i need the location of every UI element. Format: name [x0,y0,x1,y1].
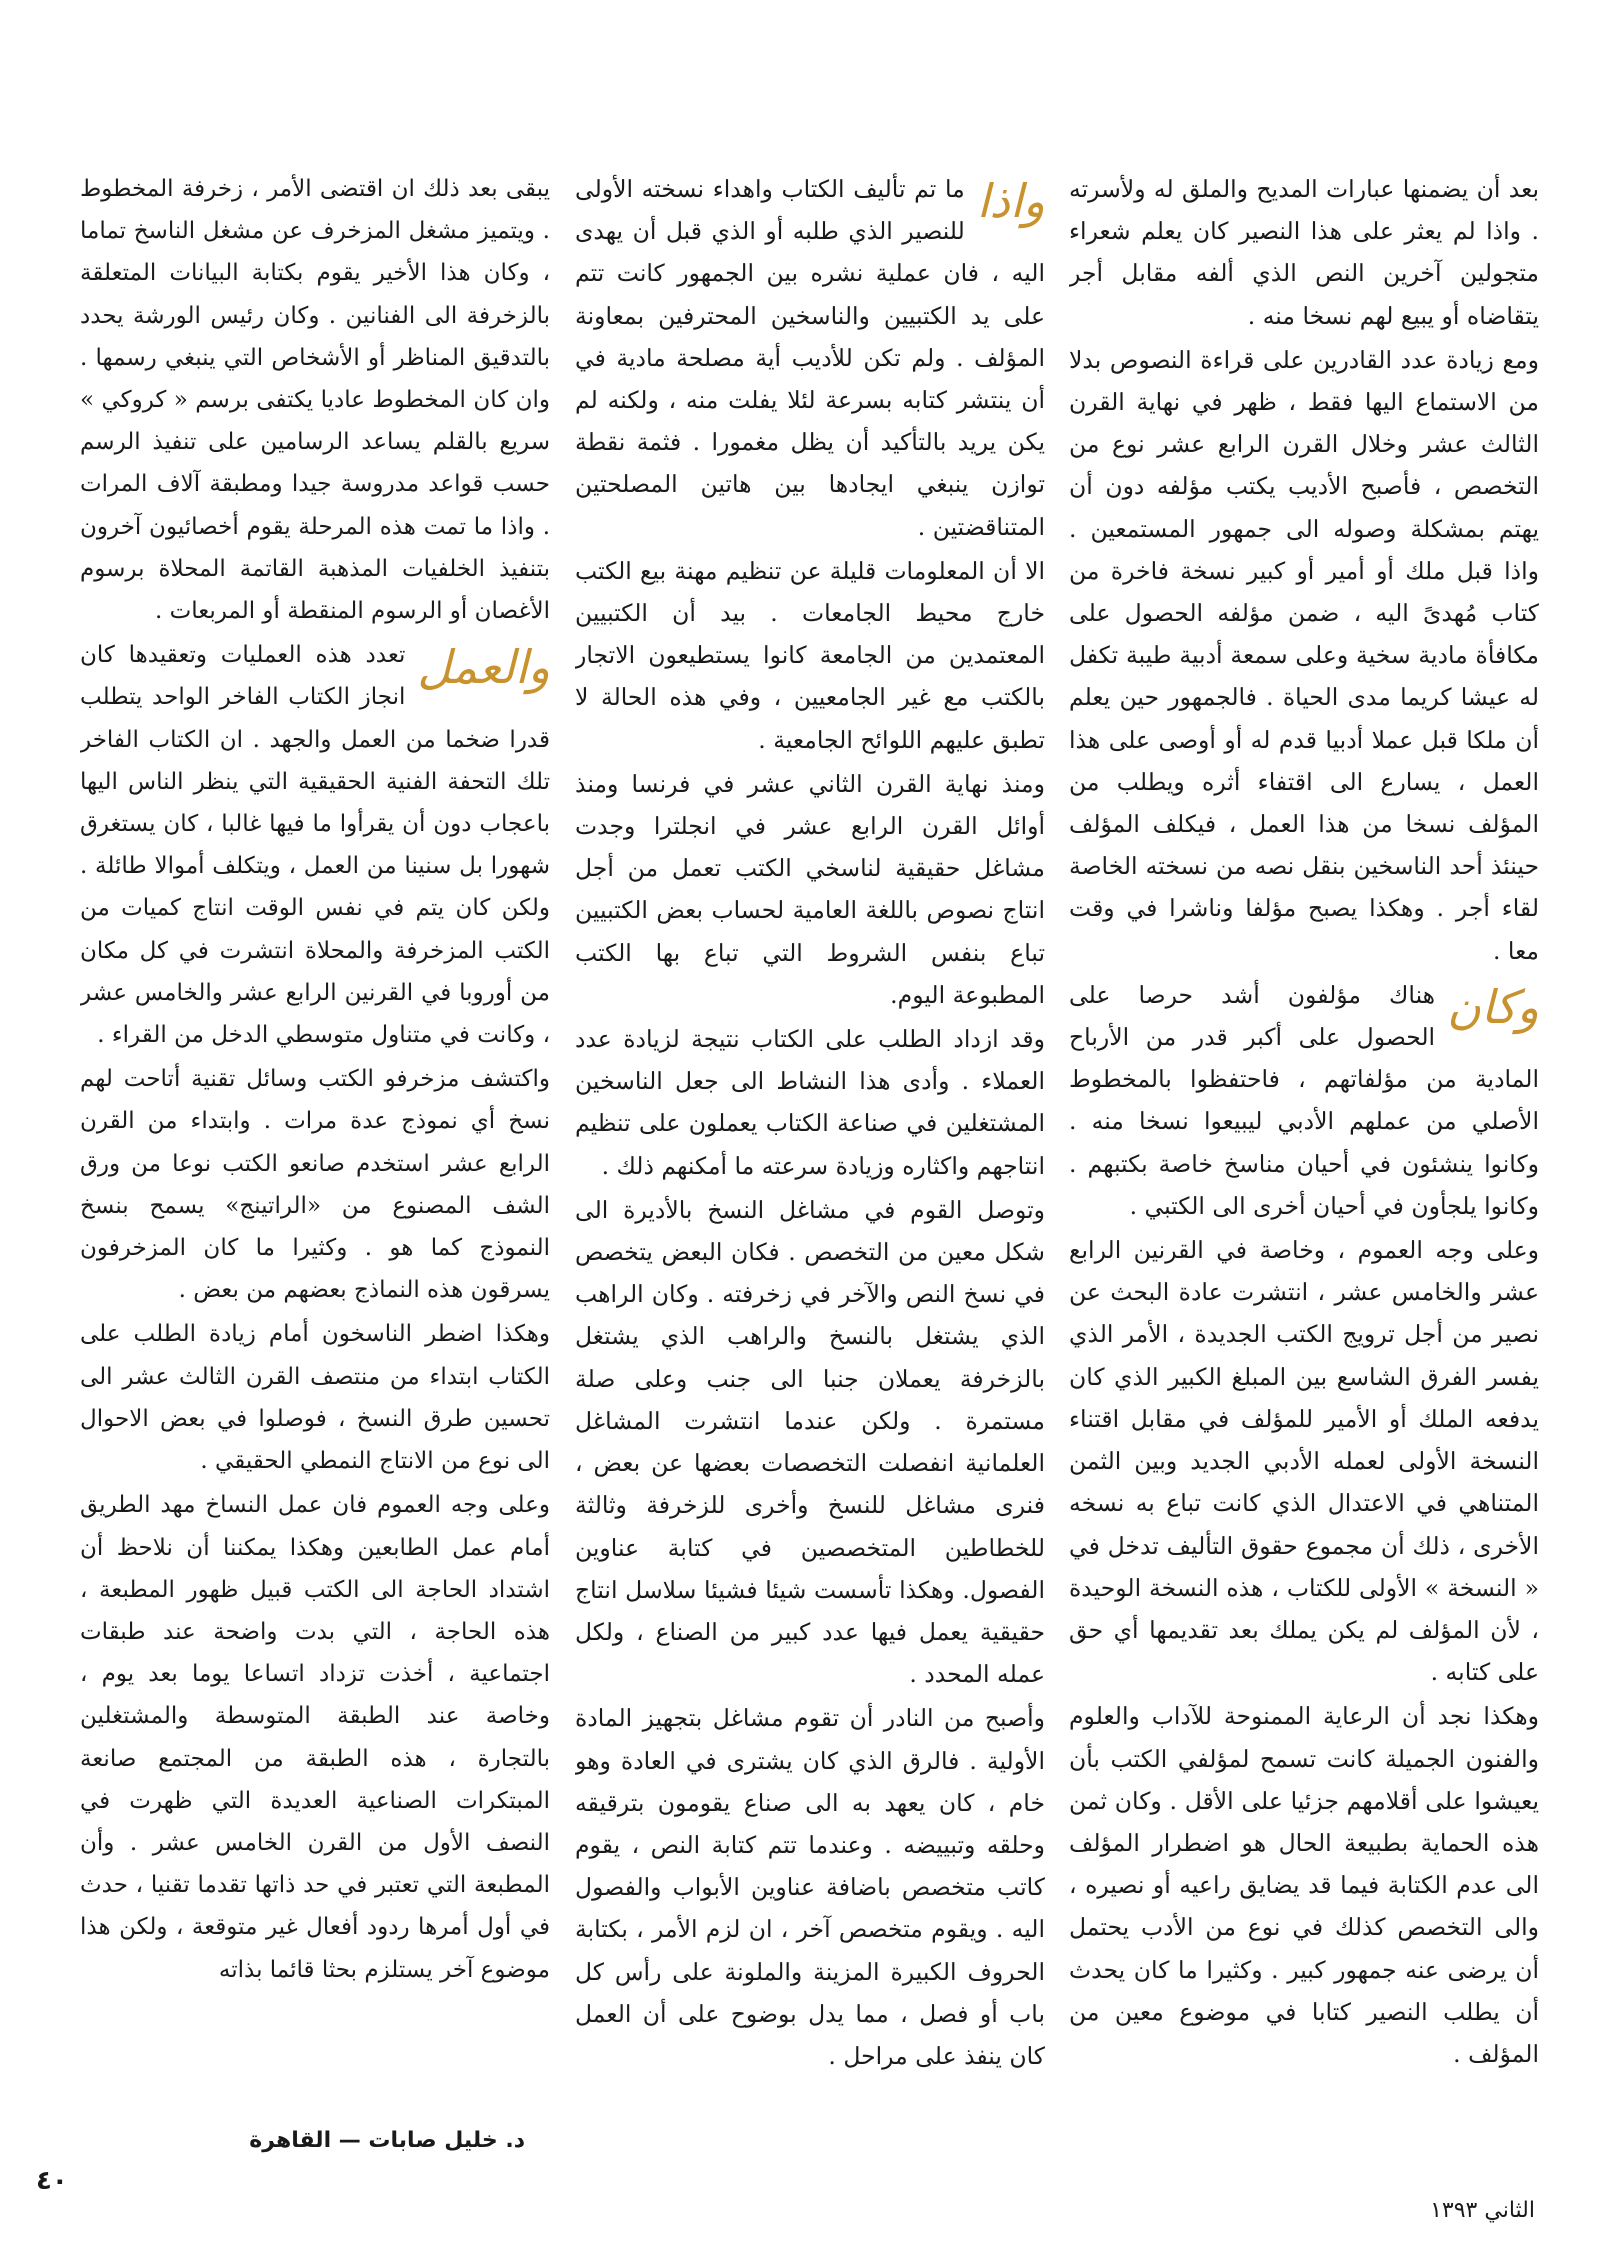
article-column-left [80,168,550,2128]
paragraph: وهكذا نجد أن الرعاية الممنوحة للآداب والعلوم والفنون الجميلة كانت تسمح لمؤلفي الكتب بأن يعيشوا على أقلامهم جزئيا على الأقل . وكان ثمن هذه الحماية بطبيعة الحال هو اضطرار المؤلف الى عدم الكتابة فيما قد يضايق راعيه أو نصيره ، والى التخصص كذلك في نوع من الأدب يحتمل أن يرضى عنه جمهور كبير . وكثيرا ما كان يحدث أن يطلب النصير كتابا في موضوع معين من المؤلف . [1069,1702,1539,2068]
decorative-initial-word: وكان [1447,979,1539,1034]
paragraph: وهكذا اضطر الناسخون أمام زيادة الطلب على الكتاب ابتداء من منتصف القرن الثالث عشر الى تحسين طرق النسخ ، فوصلوا في بعض الاحوال الى نوع من الانتاج النمطي الحقيقي . [80,1321,550,1475]
paragraph: بعد أن يضمنها عبارات المديح والملق له ولأسرته . واذا لم يعثر على هذا النصير كان يعلم شعراء متجولين آخرين النص الذي ألفه مقابل أجر يتقاضاه أو يبيع لهم نسخا منه . [1069,175,1539,330]
article-column-right [1069,168,1539,2128]
paragraph-with-initial [575,168,1045,548]
decorative-initial-word: والعمل [417,640,550,695]
issue-label: الثاني ١٣٩٣ [1430,2198,1535,2223]
paragraph: وأصبح من النادر أن تقوم مشاغل بتجهيز المادة الأولية . فالرق الذي كان يشترى في العادة وهو خام ، كان يعهد به الى صناع يقومون بترقيقه وحلقه وتبييضه . وعندما تتم كتابة النص ، يقوم كاتب متخصص باضافة عناوين الأبواب والفصول اليه . ويقوم متخصص آخر ، ان لزم الأمر ، بكتابة الحروف الكبيرة المزينة والملونة على رأس كل باب أو فصل ، مما يدل بوضوح على أن العمل كان ينفذ على مراحل . [575,1704,1045,2070]
paragraph: وتوصل القوم في مشاغل النسخ بالأديرة الى شكل معين من التخصص . فكان البعض يتخصص في نسخ النص والآخر في زخرفته . وكان الراهب الذي يشتغل بالنسخ والراهب الذي يشتغل بالزخرفة يعملان جنبا الى جنب وعلى صلة مستمرة . ولكن عندما انتشرت المشاغل العلمانية انفصلت التخصصات بعضها عن بعض ، فنرى مشاغل للنسخ وأخرى للزخرفة وثالثة للخطاطين المتخصصين في كتابة عناوين الفصول. وهكذا تأسست شيئا فشيئا سلاسل انتاج حقيقية يعمل فيها عدد كبير من الصناع ، ولكل عمله المحدد . [575,1195,1045,1689]
article-column-middle [575,168,1045,2128]
paragraph: وعلى وجه العموم ، وخاصة في القرنين الرابع عشر والخامس عشر ، انتشرت عادة البحث عن نصير من أجل ترويج الكتب الجديدة ، الأمر الذي يفسر الفرق الشاسع بين المبلغ الكبير الذي كان يدفعه الملك أو الأمير للمؤلف في مقابل اقتناء النسخة الأولى لعمله الأدبي الجديد وبين الثمن المتناهي في الاعتدال الذي كانت تباع به نسخه الأخرى ، ذلك أن مجموع حقوق التأليف تدخل في « النسخة » الأولى للكتاب ، هذه النسخة الوحيدة ، لأن المؤلف لم يكن يملك بعد تقديمها أي حق على كتابه . [1069,1236,1539,1687]
paragraph: يبقى بعد ذلك ان اقتضى الأمر ، زخرفة المخطوط . ويتميز مشغل المزخرف عن مشغل الناسخ تماما ، وكان هذا الأخير يقوم بكتابة البيانات المتعلقة بالزخرفة الى الفنانين . وكان رئيس الورشة يحدد بالتدقيق المناظر أو الأشخاص التي ينبغي رسمها . وان كان المخطوط عاديا يكتفى برسم « كروكي » سريع بالقلم يساعد الرسامين على تنفيذ الرسم حسب قواعد مدروسة جيدا ومطبقة آلاف المرات . واذا ما تمت هذه المرحلة يقوم أخصائيون آخرون بتنفيذ الخلفيات المذهبة القاتمة المحلاة برسوم الأغصان أو الرسوم المنقطة أو المربعات . [80,176,550,625]
paragraph: وعلى وجه العموم فان عمل النساخ مهد الطريق أمام عمل الطابعين وهكذا يمكننا أن نلاحظ أن اشتداد الحاجة الى الكتب قبيل ظهور المطبعة ، هذه الحاجة ، التي بدت واضحة عند طبقات اجتماعية ، أخذت تزداد اتساعا يوما بعد يوم ، وخاصة عند الطبقة المتوسطة والمشتغلين بالتجارة ، هذه الطبقة من المجتمع صانعة المبتكرات الصناعية العديدة التي ظهرت في النصف الأول من القرن الخامس عشر . وأن المطبعة التي تعتبر في حد ذاتها تقدما تقنيا ، حدث في أول أمرها ردود أفعال غير متوقعة ، ولكن هذا موضوع آخر يستلزم بحثا قائما بذاته [80,1492,550,1983]
paragraph-text: هناك مؤلفون أشد حرصا على الحصول على أكبر قدر من الأرباح المادية من مؤلفاتهم ، فاحتفظوا بالمخطوط الأصلي من عملهم الأدبي ليبيعوا نسخا منه . وكانوا ينشئون في أحيان مناسخ خاصة بكتبهم . وكانوا يلجأون في أحيان أخرى الى الكتبي . [1069,980,1539,1220]
decorative-initial-word: واذا [976,174,1045,228]
page-number: ٤٠ [36,2166,68,2196]
paragraph-with-initial [80,634,550,1056]
paragraph: ومنذ نهاية القرن الثاني عشر في فرنسا ومنذ أوائل القرن الرابع عشر في انجلترا وجدت مشاغل حقيقية لناسخي الكتب تعمل من أجل انتاج نصوص باللغة العامية لحساب بعض الكتبيين تباع بنفس الشروط التي تباع بها الكتب المطبوعة اليوم. [575,769,1045,1009]
paragraph: ومع زيادة عدد القادرين على قراءة النصوص بدلا من الاستماع اليها فقط ، ظهر في نهاية القرن الثالث عشر وخلال القرن الرابع عشر نوع من التخصص ، فأصبح الأديب يكتب مؤلفه دون أن يهتم بمشكلة وصوله الى جمهور المستمعين . واذا قبل ملك أو أمير أو كبير نسخة فاخرة من كتاب مُهدىً اليه ، ضمن مؤلفه الحصول على مكافأة مادية سخية وعلى سمعة أدبية طيبة تكفل له عيشا كريما مدى الحياة . فالجمهور حين يعلم أن ملكا قبل عملا أدبيا قدم له أو أوصى على هذا العمل ، يسارع الى اقتفاء أثره ويطلب من المؤلف نسخا من هذا العمل ، فيكلف المؤلف حينئذ أحد الناسخين بنقل نصه من نسخته الخاصة لقاء أجر . وهكذا يصبح مؤلفا وناشرا في وقت معا . [1069,345,1539,965]
paragraph-text: ما تم تأليف الكتاب واهداء نسخته الأولى للنصير الذي طلبه أو الذي قبل أن يهدى اليه ، فان عملية نشره بين الجمهور كانت تتم على يد الكتبيين والناسخين المحترفين بمعاونة المؤلف . ولم تكن للأديب أية مصلحة مادية في أن ينتشر كتابه بسرعة لئلا يفلت منه ، ولكنه لم يكن يريد بالتأكيد أن يظل مغمورا . فثمة نقطة توازن ينبغي ايجادها بين هاتين المصلحتين المتناقضتين . [575,175,1045,541]
paragraph: واكتشف مزخرفو الكتب وسائل تقنية أتاحت لهم نسخ أي نموذج عدة مرات . وابتداء من القرن الرابع عشر استخدم صانعو الكتب نوعا من ورق الشف المصنوع من «الراتينج» يسمح بنسخ النموذج كما هو . وكثيرا ما كان المزخرفون يسرقون هذه النماذج بعضهم من بعض . [80,1066,550,1304]
paragraph: وقد ازداد الطلب على الكتاب نتيجة لزيادة عدد العملاء . وأدى هذا النشاط الى جعل الناسخين المشتغلين في صناعة الكتاب يعملون على تنظيم انتاجهم واكثاره وزيادة سرعته ما أمكنهم ذلك . [575,1025,1045,1180]
paragraph-text: تعدد هذه العمليات وتعقيدها كان انجاز الكتاب الفاخر الواحد يتطلب قدرا ضخما من العمل والجهد . ان الكتاب الفاخر تلك التحفة الفنية الحقيقية التي ينظر الناس اليها باعجاب دون أن يقرأوا ما فيها غالبا ، كان يستغرق شهورا بل سنينا من العمل ، ويتكلف أموالا طائلة . ولكن كان يتم في نفس الوقت انتاج كميات من الكتب المزخرفة والمحلاة انتشرت في كل مكان من أوروبا في القرنين الرابع عشر والخامس عشر ، وكانت في متناول متوسطي الدخل من القراء . [80,642,550,1049]
paragraph-with-initial [1069,974,1539,1227]
paragraph: الا أن المعلومات قليلة عن تنظيم مهنة بيع الكتب خارج محيط الجامعات . بيد أن الكتبيين المعتمدين من الجامعة كانوا يستطيعون الاتجار بالكتب مع غير الجامعيين ، وفي هذه الحالة لا تطبق عليهم اللوائح الجامعية . [575,556,1045,754]
author-byline: د. خليل صابات — القاهرة [249,2128,525,2153]
